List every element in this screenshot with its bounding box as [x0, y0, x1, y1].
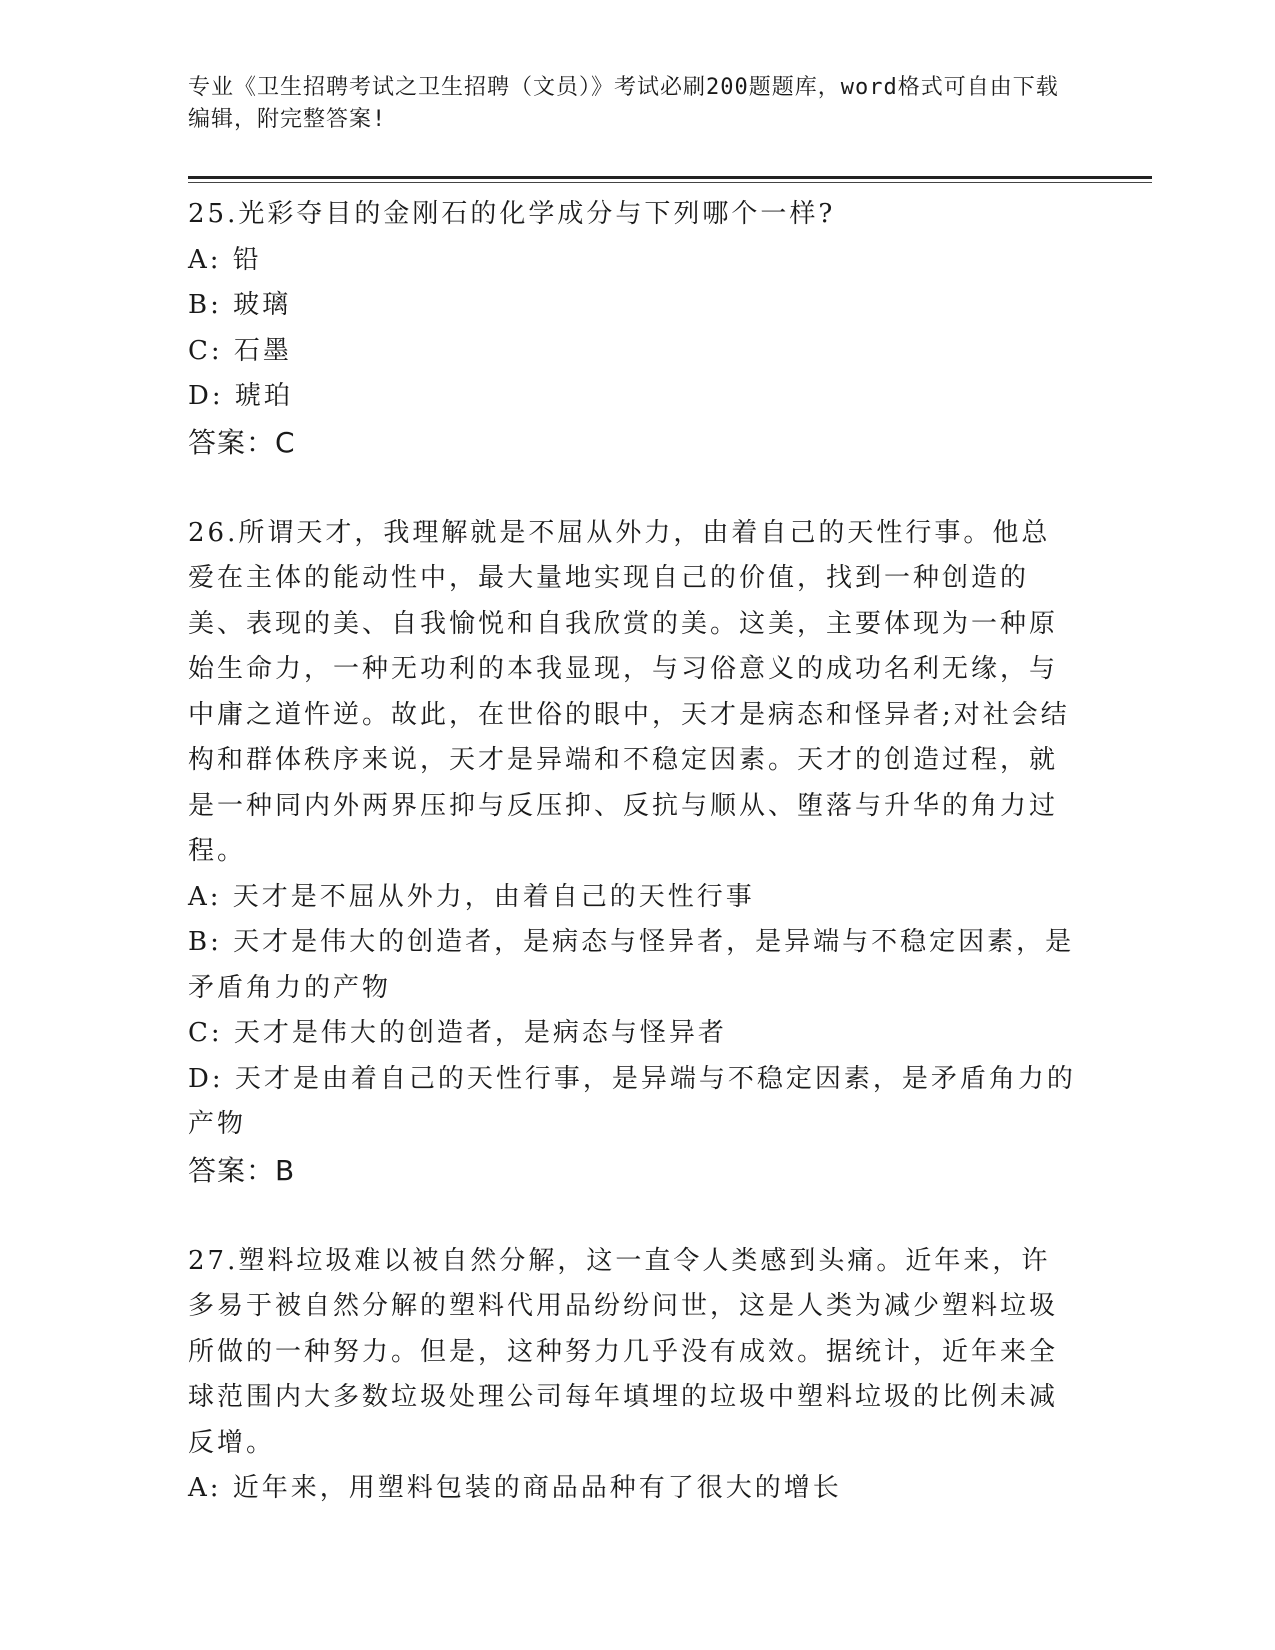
answer-label: 答案：B: [188, 1153, 296, 1187]
header-divider: [188, 176, 1152, 179]
option-a: A: 天才是不屈从外力，由着自己的天性行事: [188, 881, 755, 912]
question-list: [188, 192, 1078, 1557]
option-a: A: 铅: [188, 244, 262, 275]
option-c: C: 石墨: [188, 335, 292, 366]
answer-label: 答案：C: [188, 425, 296, 459]
question-26: [188, 511, 1078, 1194]
question-27: [188, 1239, 1078, 1512]
question-text: 25.光彩夺目的金刚石的化学成分与下列哪个一样?: [188, 199, 836, 229]
header-divider-thin: [188, 182, 1152, 183]
option-d: D: 天才是由着自己的天性行事，是异端与不稳定因素，是矛盾角力的产物: [188, 1063, 1076, 1139]
question-25: [188, 192, 1078, 466]
option-a: A: 近年来，用塑料包装的商品品种有了很大的增长: [188, 1473, 842, 1503]
option-d: D: 琥珀: [188, 381, 293, 411]
question-text: 26.所谓天才，我理解就是不屈从外力，由着自己的天性行事。他总爱在主体的能动性中，最大量地实现自己的价值，找到一种创造的美、表现的美、自我愉悦和自我欣赏的美。这美，主要体现为一种原始生命力，一种无功利的本我显现，与习俗意义的成功名利无缘，与中庸之道忤逆。故此，在世俗的眼中，天才是病态和怪异者;对社会结构和群体秩序来说，天才是异端和不稳定因素。天才的创造过程，就是一种同内外两界压抑与反压抑、反抗与顺从、堕落与升华的角力过程。: [188, 517, 1070, 866]
option-b: B: 玻璃: [188, 290, 292, 320]
option-b: B: 天才是伟大的创造者，是病态与怪异者，是异端与不稳定因素，是矛盾角力的产物: [188, 927, 1075, 1003]
question-text: 27.塑料垃圾难以被自然分解，这一直令人类感到头痛。近年来，许多易于被自然分解的塑料代用品纷纷问世，这是人类为减少塑料垃圾所做的一种努力。但是，这种努力几乎没有成效。据统计，近年来全球范围内大多数垃圾处理公司每年填埋的垃圾中塑料垃圾的比例未减反增。: [188, 1245, 1059, 1458]
option-c: C: 天才是伟大的创造者，是病态与怪异者: [188, 1018, 727, 1048]
document-header: 专业《卫生招聘考试之卫生招聘（文员）》考试必刷200题题库，word格式可自由下载编辑，附完整答案!: [188, 75, 1059, 132]
